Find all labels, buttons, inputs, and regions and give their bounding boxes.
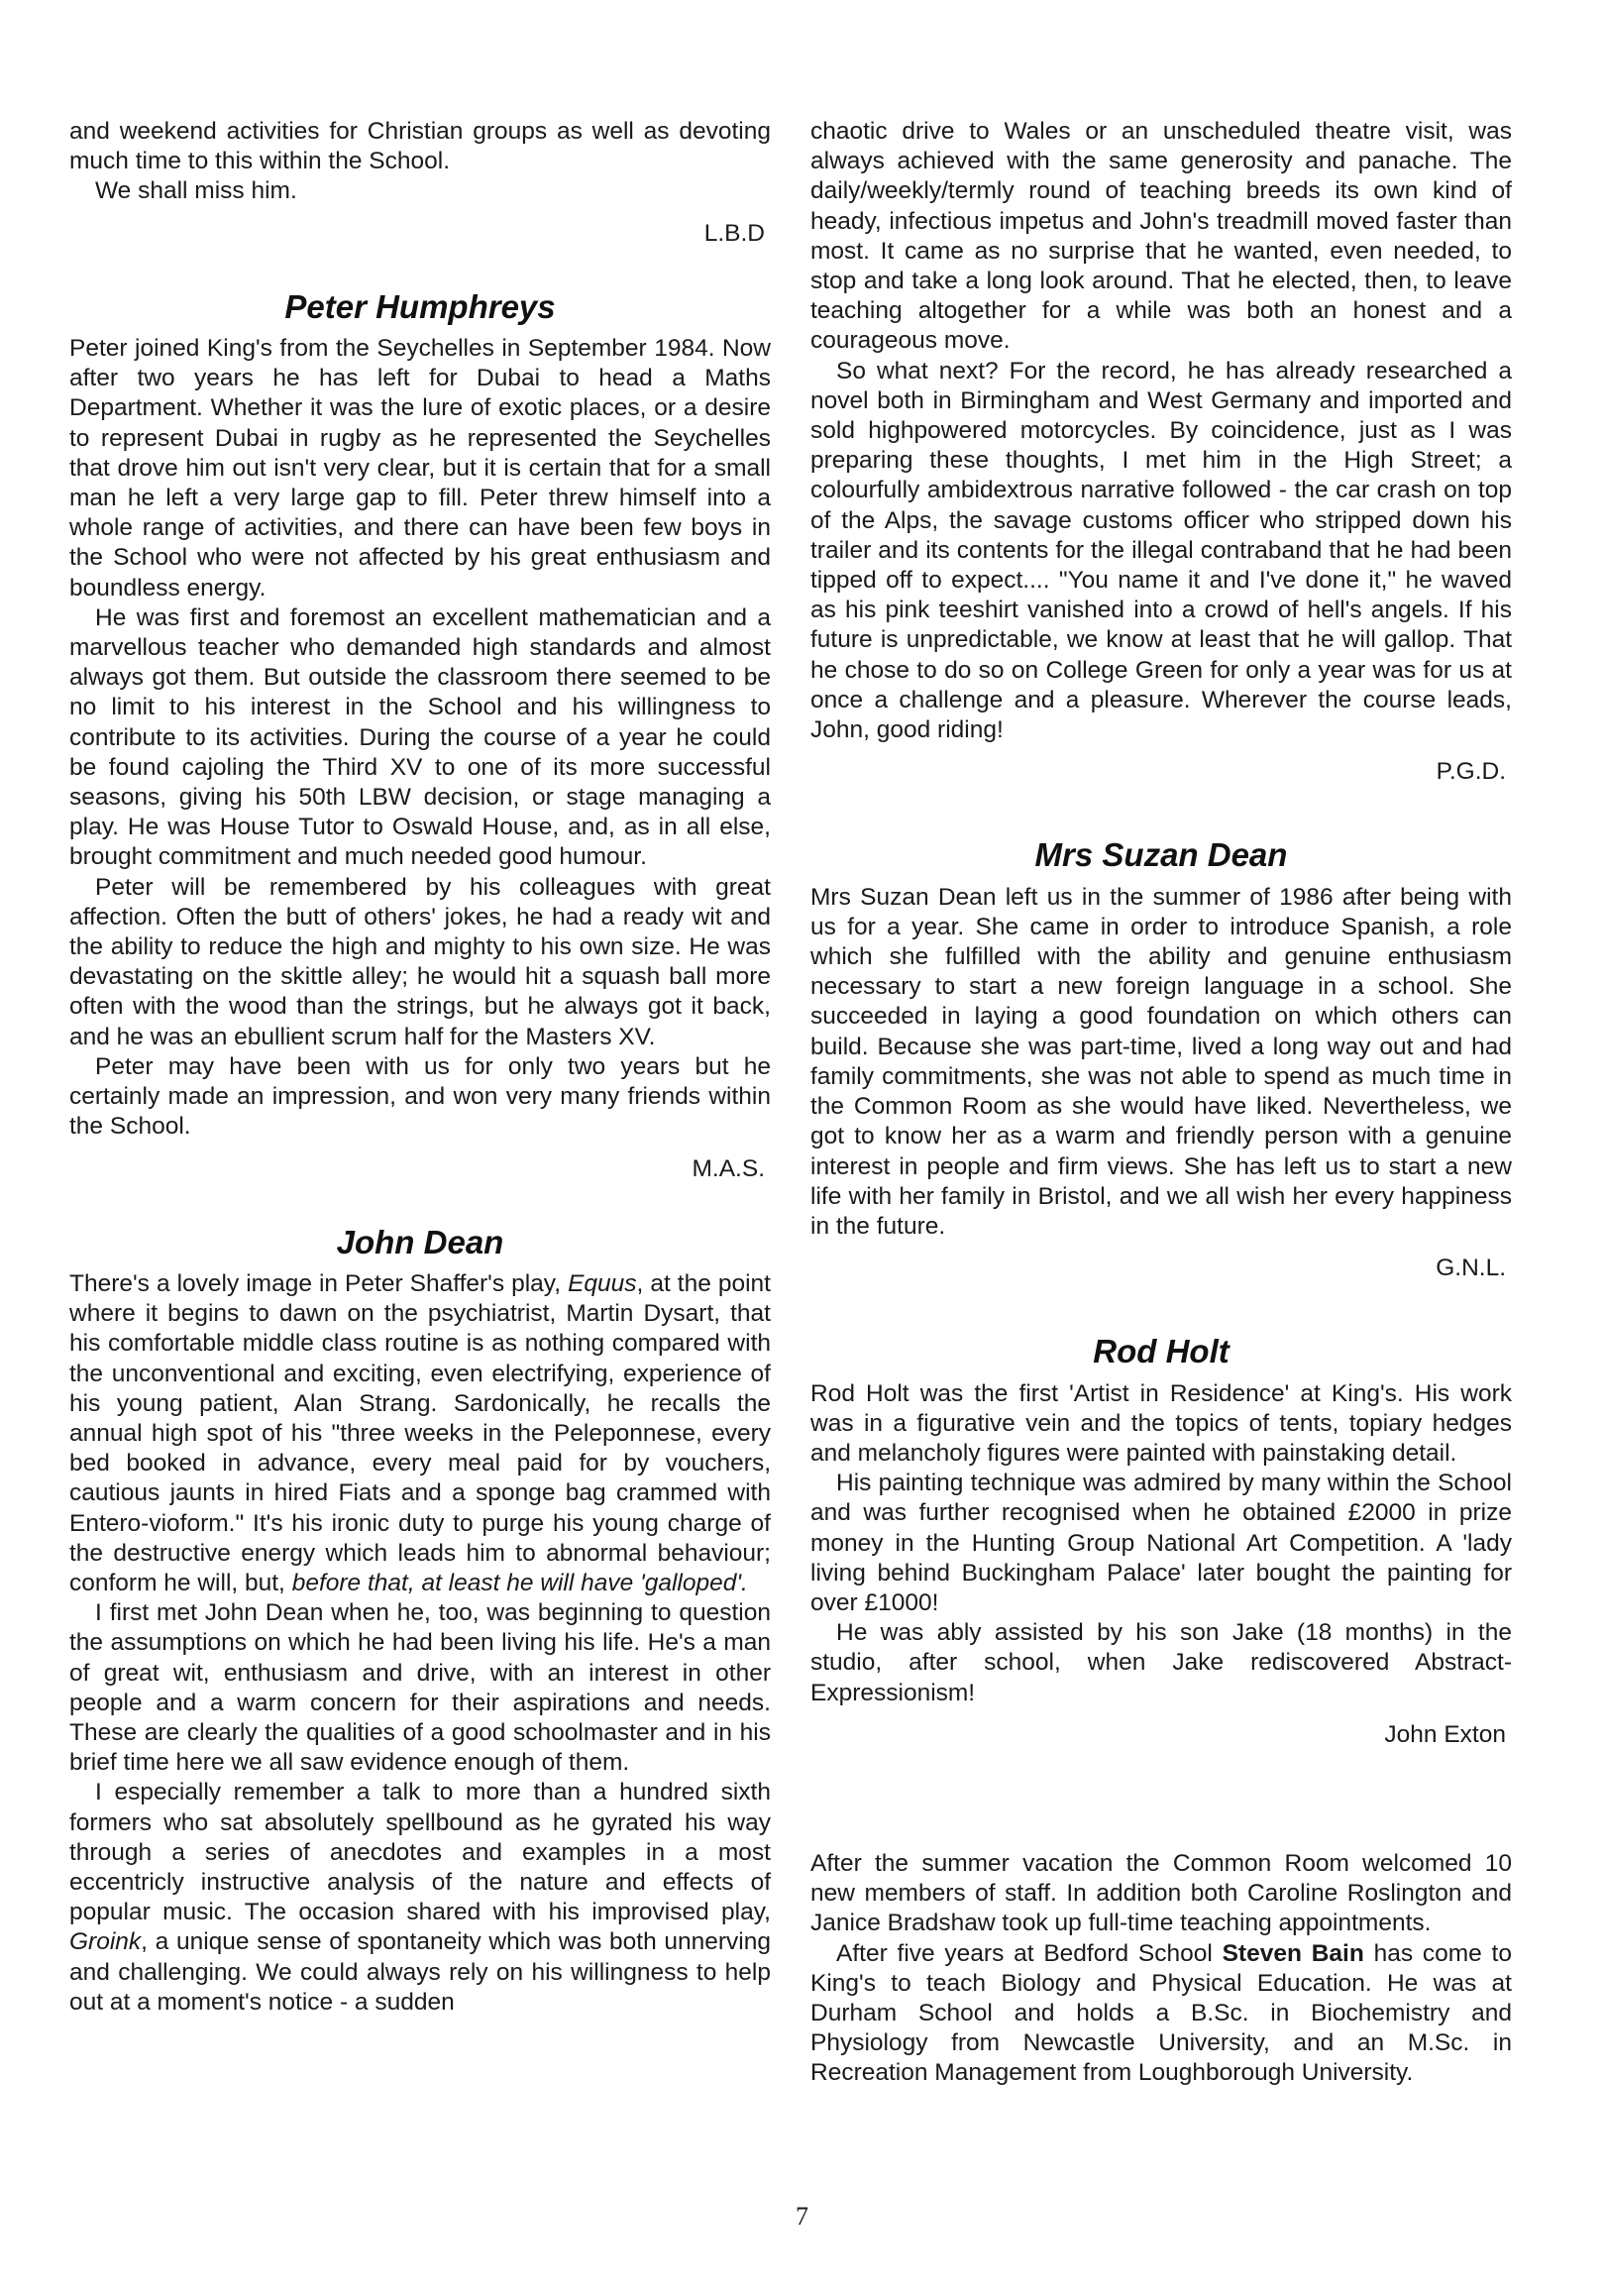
dean-continued-paragraph: chaotic drive to Wales or an unscheduled theatre visit, was always achieved with the same generosity and panache. The daily/weekly/termly round of teaching breeds its own kind of heady, infectious impetus and John's treadmill moved faster than most. It came as no surprise that he wanted, even needed, to stop and take a long look around. That he elected, then, to leave teaching altogether for a while was both an honest and a courageous move. xyxy=(810,118,1512,355)
signature: G.N.L. xyxy=(1436,1255,1506,1282)
left-column xyxy=(69,117,771,2018)
dean-continued-paragraph: So what next? For the record, he has already researched a novel both in Birmingham and West Germany and imported and sold highpowered motorcycles. By coincidence, just as I was preparing these thoughts, I met him in the High Street; a colourfully ambidextrous narrative followed - the car crash on top of the Alps, the savage customs officer who stripped down his trailer and its contents for the illegal contraband that he had been tipped off to expect.... "You name it and I've done it," he waved as his pink teeshirt vanished into a crowd of hell's angels. If his future is unpredictable, we know at least that he will gallop. That he chose to do so on College Green for only a year was for us at once a challenge and a pleasure. Wherever the course leads, John, good riding! xyxy=(810,357,1512,744)
humphreys-paragraph: Peter will be remembered by his colleagues with great affection. Often the butt of others' jokes, he had a ready wit and the ability to reduce the high and mighty to his own size. He was devastating on the skittle alley; he would hit a squash ball more often with the wood than the strings, but he always got it back, and he was an ebullient scrum half for the Masters XV. xyxy=(69,873,771,1050)
humphreys-paragraph: Peter may have been with us for only two years but he certainly made an impression, and won very many friends within the School. xyxy=(69,1052,771,1141)
section-title-john-dean: John Dean xyxy=(336,1223,504,1260)
signature: M.A.S. xyxy=(692,1154,765,1182)
page-number: 7 xyxy=(796,2202,808,2231)
new-staff-text: After five years at Bedford School xyxy=(836,1939,1223,1967)
dean-text: , at the point where it begins to dawn on the psychiatrist, Martin Dysart, that his comfortable middle class routine is as nothing compared with the unconventional and exciting, even electrifying, experience of his young patient, Alan Strang. Sardonically, he recalls the annual high spot of his "three weeks in the Peleponnese, every bed booked in advance, every meal paid for by vouchers, cautious jaunts in hired Fiats and a sponge bag crammed with Entero-vioform." It's his ironic duty to purge his young charge of the destructive energy which leads him to abnormal behaviour; conform he will, but, xyxy=(69,1269,771,1596)
holt-paragraph: His painting technique was admired by many within the School and was further recognised when he obtained £2000 in prize money in the Hunting Group National Art Competition. A 'lady living behind Buckingham Palace' later bought the painting for over £1000! xyxy=(810,1470,1512,1616)
holt-paragraph: He was ably assisted by his son Jake (18 months) in the studio, after school, when Jake rediscovered Abstract-Expressionism! xyxy=(810,1619,1512,1706)
intro-paragraph: and weekend activities for Christian groups as well as devoting much time to this within the School. xyxy=(69,118,771,175)
signature: John Exton xyxy=(1384,1720,1506,1748)
dean-text: , a unique sense of spontaneity which was both unnerving and challenging. We could always rely on his willingness to help out at a moment's notice - a sudden xyxy=(69,1928,771,2016)
dean-paragraph xyxy=(69,1269,771,1598)
dean-text-italic: before that, at least he will have 'galloped'. xyxy=(291,1569,748,1596)
dean-play-title: Groink xyxy=(69,1928,142,1956)
dean-play-title: Equus xyxy=(568,1269,637,1297)
intro-paragraph: We shall miss him. xyxy=(95,177,297,205)
right-column xyxy=(810,117,1512,2089)
new-staff-paragraph: After the summer vacation the Common Room welcomed 10 new members of staff. In addition both Caroline Roslington and Janice Bradshaw took up full-time teaching appointments. xyxy=(810,1849,1512,1937)
section-title-humphreys: Peter Humphreys xyxy=(284,287,556,325)
dean-text: I especially remember a talk to more than a hundred sixth formers who sat absolutely spellbound as he gyrated his way through a series of anecdotes and examples in a most eccentricly instructive analysis of the nature and effects of popular music. The occasion shared with his improvised play, xyxy=(69,1779,771,1926)
signature: L.B.D xyxy=(703,219,765,247)
dean-paragraph: I first met John Dean when he, too, was beginning to question the assumptions on which he had been living his life. He's a man of great wit, enthusiasm and drive, with an interest in other people and a warm concern for their aspirations and needs. These are clearly the qualities of a good schoolmaster and in his brief time here we all saw evidence enough of them. xyxy=(69,1599,771,1777)
new-staff-paragraph xyxy=(810,1939,1512,2089)
holt-paragraph: Rod Holt was the first 'Artist in Residence' at King's. His work was in a figurative vein and the topics of tents, topiary hedges and melancholy figures were painted with painstaking detail. xyxy=(810,1379,1512,1467)
staff-name: Steven Bain xyxy=(1222,1939,1364,1967)
new-staff-text: has come to King's to teach Biology and Physical Education. He was at Durham School and holds a B.Sc. in Biochemistry and Physiology from Newcastle University, and an M.Sc. in Recreation Management from Loughborough University. xyxy=(810,1939,1512,2087)
signature: P.G.D. xyxy=(1436,758,1506,786)
suzan-dean-paragraph: Mrs Suzan Dean left us in the summer of 1986 after being with us for a year. She came in order to introduce Spanish, a role which she fulfilled with the ability and genuine enthusiasm necessary to start a new foreign language in a school. She succeeded in laying a good foundation on which others can build. Because she was part-time, lived a long way out and had family commitments, she was not able to spend as much time in the Common Room as she would have liked. Nevertheless, we got to know her as a warm and friendly person with a genuine interest in people and firm views. She has left us to start a new life with her family in Bristol, and we all wish her every happiness in the future. xyxy=(810,883,1512,1240)
dean-paragraph xyxy=(69,1778,771,2018)
section-title-rod-holt: Rod Holt xyxy=(1093,1333,1230,1370)
humphreys-paragraph: Peter joined King's from the Seychelles in September 1984. Now after two years he has left for Dubai to head a Maths Department. Whether it was the lure of exotic places, or a desire to represent Dubai in rugby as he represented the Seychelles that drove him out isn't very clear, but it is certain that for a small man he left a very large gap to fill. Peter threw himself into a whole range of activities, and there can have been few boys in the School who were not affected by his great enthusiasm and boundless energy. xyxy=(69,335,771,601)
section-title-suzan-dean: Mrs Suzan Dean xyxy=(1034,836,1288,874)
dean-text: There's a lovely image in Peter Shaffer's play, xyxy=(69,1269,569,1297)
humphreys-paragraph: He was first and foremost an excellent mathematician and a marvellous teacher who demanded high standards and almost always got them. But outside the classroom there seemed to be no limit to his interest in the School and his willingness to contribute to its activities. During the course of a year he could be found cajoling the Third XV to one of its more successful seasons, giving his 50th LBW decision, or stage managing a play. He was House Tutor to Oswald House, and, as in all else, brought commitment and much needed good humour. xyxy=(69,603,771,871)
